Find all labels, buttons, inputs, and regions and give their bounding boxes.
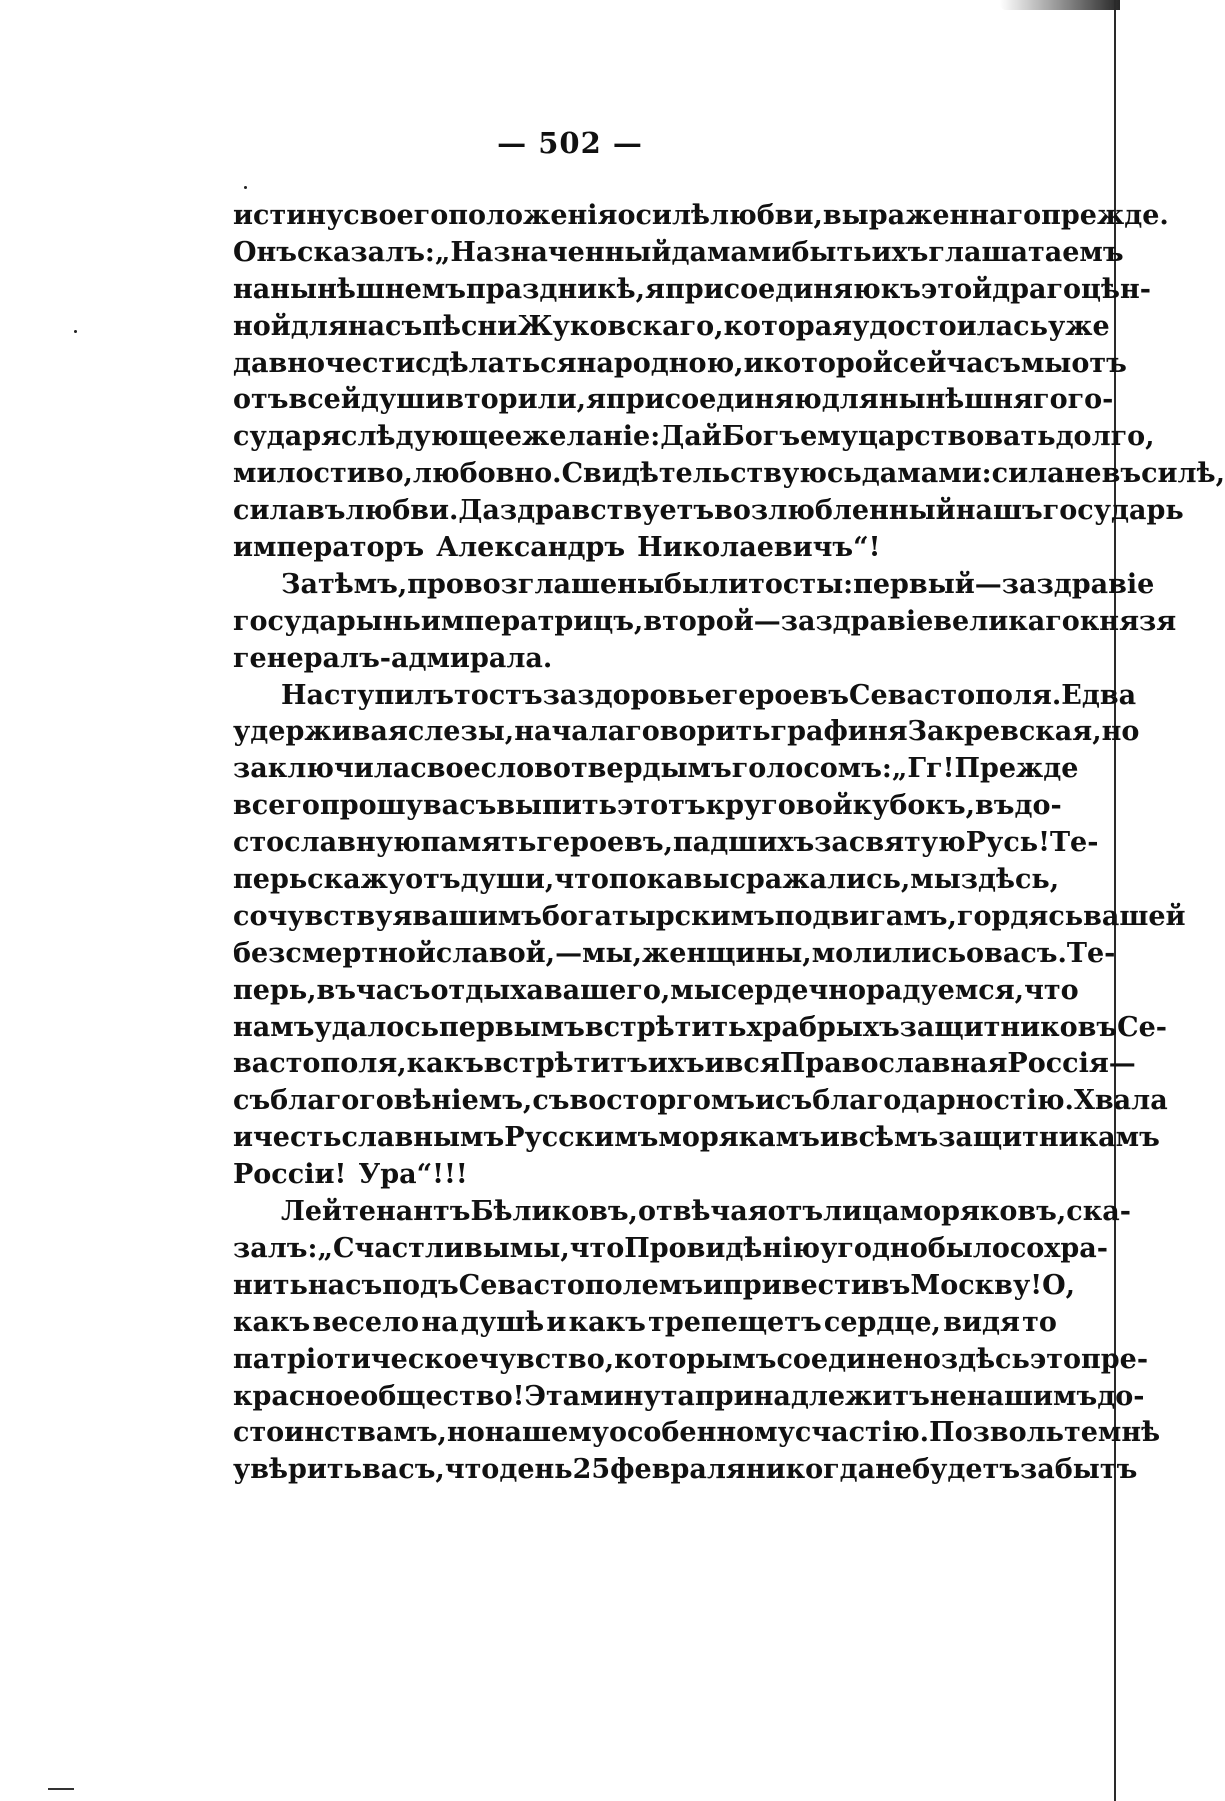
text-line: на нынѣшнемъ праздникѣ, я присоединяю къ этой драгоцѣн- [233,273,1151,305]
scan-corner-smudge [1000,0,1120,10]
scan-bottom-tick [48,1788,74,1790]
text-line: какъ весело на душѣ и какъ трепещетъ сердце, видя то [233,1306,1057,1338]
text-line: За тѣмъ, провозглашены были тосты: первый—за здравіе [281,568,1155,600]
text-line: Лейтенантъ Бѣликовъ, отвѣчая отъ лица моряковъ, ска- [281,1196,1131,1228]
text-line: съ благоговѣніемъ, съ восторгомъ и съ благодарностію. Хвала [233,1085,1168,1117]
text-line: стоинствамъ, но нашему особенному счастію. Позвольте мнѣ [233,1417,1161,1449]
text-line: залъ: „Счастливы мы, что Провидѣнію угодно было сохра- [233,1232,1108,1264]
text-line: вастополя, какъ встрѣтитъ ихъ и вся Православная Россія— [233,1048,1136,1080]
text-line: и честь славнымъ Русскимъ морякамъ и всѣмъ защитникамъ [233,1122,1160,1154]
text-line: ной для насъ пѣсни Жуковскаго, которая удостоилась уже [233,310,1110,342]
text-line: сударя слѣдующее желаніе: Дай Богъ ему царствовать долго, [233,421,1155,453]
text-line: Онъ сказалъ: „Назначенный дамами быть ихъ глашатаемъ [233,236,1124,268]
text-line: заключила свое слово твердымъ голосомъ: „Гг! Прежде [233,753,1079,785]
page-body [233,198,1225,1489]
text-line: нить насъ подъ Севастополемъ и привести въ Москву! О, [233,1269,1075,1301]
text-line: перь скажу отъ души, что пока вы сражались, мы здѣсь, [233,864,1060,896]
text-line: всего прошу васъ выпить этотъ круговой кубокъ, въ до- [233,790,1062,822]
text-line: патріотическое чувство, которымъ соединено здѣсь это пре- [233,1343,1149,1375]
text-line: Россіи! Ура“!!! [233,1159,468,1191]
page-number: — 502 — [497,126,643,160]
text-line: удерживая слезы, начала говорить графиня Закревская, но [233,716,1140,748]
text-line: стославную память героевъ, падшихъ за святую Русь! Те- [233,827,1099,859]
text-line: красное общество! Эта минута принадлежитъ не нашимъ до- [233,1380,1145,1412]
text-line: увѣрить васъ, что день 25 февраля никогда не будетъ забытъ [233,1454,1138,1486]
text-line: императоръ Александръ Николаевичъ“! [233,532,881,564]
text-line: генералъ-адмирала. [233,642,553,674]
text-line: перь, въ часъ отдыха вашего, мы сердечно радуемся, что [233,974,1079,1006]
text-line: сочувствуя вашимъ богатырскимъ подвигамъ, гордясь вашей [233,900,1186,932]
text-line: государынь императрицъ, второй—за здравіе великаго князя [233,605,1177,637]
text-line: намъ удалось первымъ встрѣтить храбрыхъ защитниковъ Се- [233,1011,1168,1043]
text-line: безсмертной славой, — мы, женщины, молились о васъ. Те- [233,937,1116,969]
text-line: истину своего положенія о силѣ любви, выраженнаго прежде. [233,200,1169,231]
text-line: милостиво, любовно. Свидѣтельствуюсь дамами: сила не въ силѣ, [233,458,1225,490]
text-line: Наступилъ тостъ за здоровье героевъ Севастополя. Едва [281,679,1137,711]
stray-mark [244,186,247,189]
text-line: давно чести сдѣлаться народною, и которой сейчасъ мы отъ [233,347,1127,379]
stray-mark [74,330,77,333]
text-line: сила въ любви. Да здравствуетъ возлюбленный нашъ государь [233,495,1184,527]
text-line: отъ всей души вторили, я присоединяю для нынѣшняго го- [233,384,1114,416]
